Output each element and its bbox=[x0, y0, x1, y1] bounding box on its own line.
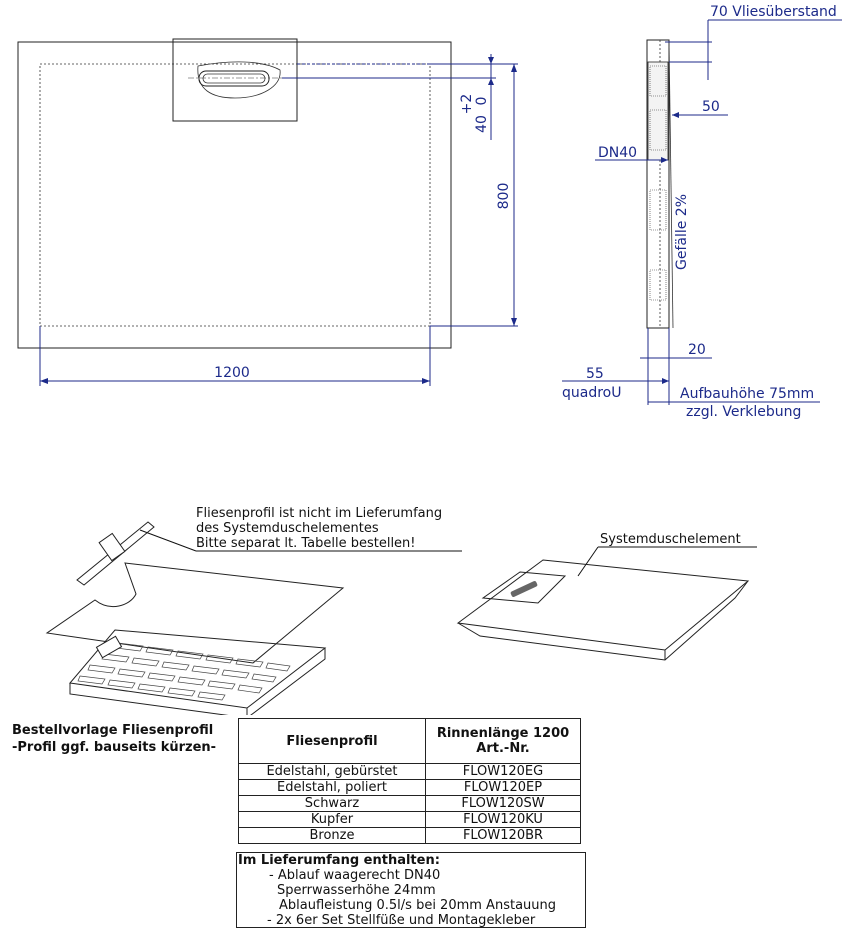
article-cell: FLOW120EG bbox=[426, 764, 581, 780]
order-title-line-2: -Profil ggf. bauseits kürzen- bbox=[12, 740, 217, 755]
table-row bbox=[239, 796, 581, 812]
section-hatch-3 bbox=[650, 190, 666, 230]
profile-cell: Edelstahl, poliert bbox=[239, 780, 426, 796]
scope-line-2: Sperrwasserhöhe 24mm bbox=[277, 883, 436, 898]
exploded-note-line-3: Bitte separat lt. Tabelle bestellen! bbox=[196, 536, 416, 551]
base-drain-box bbox=[96, 636, 121, 657]
scope-title: Im Lieferumfang enthalten: bbox=[238, 853, 440, 868]
dim-50-arrow bbox=[672, 112, 679, 118]
section-drain-block bbox=[648, 62, 668, 160]
article-cell: FLOW120BR bbox=[426, 828, 581, 844]
exploded-note-line-1: Fliesenprofil ist nicht im Lieferumfang bbox=[196, 506, 443, 521]
dim-55-arrow bbox=[662, 378, 669, 384]
header-article: Rinnenlänge 1200 Art.-Nr. bbox=[426, 719, 581, 764]
profile-cell: Edelstahl, gebürstet bbox=[239, 764, 426, 780]
scope-line-1: - Ablauf waagerecht DN40 bbox=[269, 868, 441, 883]
assembled-plate-edge bbox=[458, 581, 748, 660]
article-cell: FLOW120EP bbox=[426, 780, 581, 796]
table-row bbox=[239, 780, 581, 796]
shower-plate-sheet bbox=[47, 563, 343, 663]
top-view bbox=[18, 39, 518, 386]
dim-offset-plus2: +2 bbox=[459, 93, 475, 115]
profile-cell: Bronze bbox=[239, 828, 426, 844]
order-table-header bbox=[239, 719, 581, 764]
scope-of-delivery-box bbox=[236, 852, 586, 928]
dim-offset-40: 40 bbox=[474, 115, 490, 133]
table-row bbox=[239, 764, 581, 780]
drain-label: DN40 bbox=[598, 145, 638, 161]
dim-55-label: 55 bbox=[586, 366, 604, 382]
dim-50-label: 50 bbox=[702, 99, 720, 115]
assembled-drain-slot bbox=[510, 580, 538, 597]
dim-width-label: 1200 bbox=[214, 365, 250, 381]
order-title bbox=[12, 722, 216, 756]
assembled-leader bbox=[578, 547, 598, 576]
article-cell: FLOW120SW bbox=[426, 796, 581, 812]
dim-offset-zero: 0 bbox=[474, 96, 490, 106]
dim-20-label: 20 bbox=[688, 342, 706, 358]
assembled-label: Systemduschelement bbox=[600, 532, 741, 547]
slope-label: Gefälle 2% bbox=[674, 193, 690, 271]
drain-slot-inner bbox=[203, 74, 265, 83]
assembled-view bbox=[458, 532, 757, 660]
dim-height-label: 800 bbox=[496, 182, 512, 210]
exploded-note-line-2: des Systemduschelementes bbox=[196, 521, 379, 536]
article-cell: FLOW120KU bbox=[426, 812, 581, 828]
section-hatch-4 bbox=[650, 270, 666, 300]
profile-cell: Kupfer bbox=[239, 812, 426, 828]
scope-line-4: - 2x 6er Set Stellfüße und Montagekleber bbox=[267, 913, 536, 928]
order-table bbox=[238, 718, 581, 844]
note-leader bbox=[140, 530, 196, 551]
height-label: Aufbauhöhe 75mm bbox=[680, 386, 815, 402]
shower-element-outline bbox=[18, 42, 451, 348]
profile-drain-part bbox=[99, 533, 125, 560]
scope-line-3: Ablaufleistung 0.5l/s bei 20mm Anstauung bbox=[279, 898, 556, 913]
profile-cell: Schwarz bbox=[239, 796, 426, 812]
height-note: zzgl. Verklebung bbox=[686, 404, 802, 420]
exploded-view bbox=[47, 506, 462, 715]
header-profile: Fliesenprofil bbox=[239, 719, 426, 764]
drain-channel-curve bbox=[198, 62, 280, 98]
overhang-label: 70 Vliesüberstand bbox=[710, 4, 837, 20]
profile-label: quadroU bbox=[562, 385, 622, 401]
order-title-line-1: Bestellvorlage Fliesenprofil bbox=[12, 723, 214, 738]
table-row bbox=[239, 828, 581, 844]
assembled-plate-top bbox=[458, 560, 748, 650]
tile-area-dashed bbox=[40, 64, 430, 326]
section-fleece bbox=[669, 40, 673, 328]
side-view bbox=[562, 4, 842, 420]
drain-slot bbox=[199, 71, 269, 86]
table-row bbox=[239, 812, 581, 828]
